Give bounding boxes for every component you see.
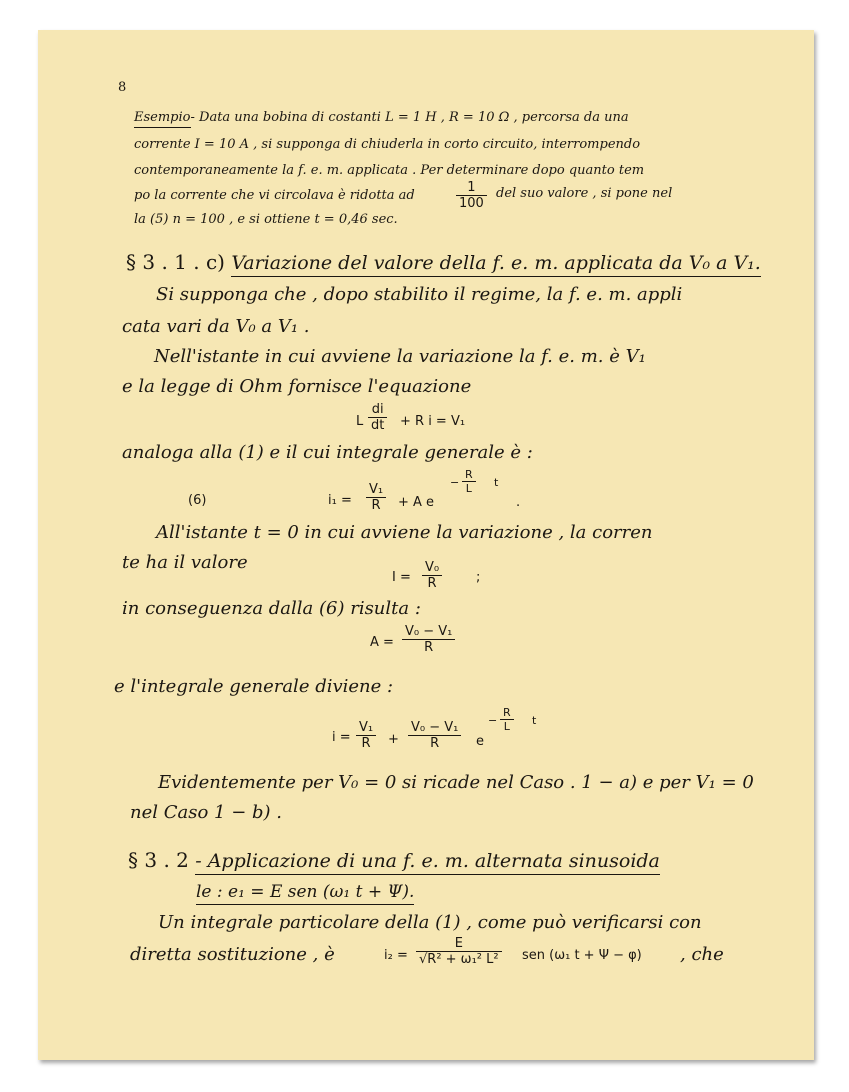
eq1-fraction	[368, 402, 387, 433]
section-32-heading	[128, 848, 660, 872]
s31c-p1-line2: cata vari da V₀ a V₁ .	[122, 316, 310, 337]
eqi-plus: +	[388, 732, 399, 747]
eq6-den: R	[371, 498, 381, 513]
eqi-f1-den: R	[361, 736, 371, 751]
example-line-2: corrente I = 10 A , si supponga di chiuderla in corto circuito, interrompendo	[134, 137, 641, 152]
example-fraction-den: 100	[459, 196, 484, 211]
section-31c-title: Variazione del valore della f. e. m. applicata da V₀ a V₁.	[231, 252, 761, 277]
eq6-label: (6)	[188, 493, 207, 508]
eqA-num: V₀ − V₁	[405, 624, 453, 639]
s31c-p7-line2: nel Caso 1 − b) .	[130, 802, 282, 823]
s32-p1-line2b: , che	[680, 944, 724, 965]
document-page	[38, 30, 814, 1060]
eqi-exp-minus: −	[488, 714, 498, 727]
eq32-den: √R² + ω₁² L²	[419, 952, 499, 967]
eqA-den: R	[424, 640, 434, 655]
eq6-lhs: i₁ =	[328, 493, 352, 508]
eqI-lhs: I =	[392, 570, 411, 585]
eq6-exp-den: L	[465, 482, 472, 495]
eq6-exp-fraction	[462, 468, 476, 495]
page-number: 8	[118, 80, 127, 95]
section-32-title-line2: le : e₁ = E sen (ω₁ t + Ψ).	[196, 878, 414, 902]
example-line-3: contemporaneamente la f. e. m. applicata . Per determinare dopo quanto tem	[134, 163, 645, 178]
s31c-p6: e l'integrale generale diviene :	[114, 676, 394, 697]
eq1-num: di	[371, 402, 384, 417]
eqI-den: R	[427, 576, 437, 591]
s32-p1-line2a: diretta sostituzione , è	[130, 944, 335, 965]
s31c-p4-line2: te ha il valore	[122, 552, 248, 573]
example-fraction-num: 1	[467, 180, 476, 195]
eqi-e: e	[476, 734, 484, 749]
eqi-lhs: i =	[332, 730, 351, 745]
s31c-p5: in conseguenza dalla (6) risulta :	[122, 598, 421, 619]
s31c-p7-line1: Evidentemente per V₀ = 0 si ricade nel Caso . 1 − a) e per V₁ = 0	[158, 772, 754, 793]
eq1-rest: + R i = V₁	[400, 414, 466, 429]
eqA-lhs: A =	[370, 635, 394, 650]
eqi-f1-num: V₁	[359, 720, 374, 735]
section-31c-number: § 3 . 1 . c)	[126, 250, 225, 274]
eq1-den: dt	[371, 418, 385, 433]
eq6-fraction	[366, 482, 386, 513]
eq6-end: .	[516, 495, 521, 510]
eqi-exp-den: L	[503, 720, 510, 733]
example-line-4a: po la corrente che vi circolava è ridotta ad	[134, 188, 415, 203]
s31c-p2-line2: e la legge di Ohm fornisce l'equazione	[122, 376, 472, 397]
example-line-1	[134, 110, 629, 125]
eq1-L: L	[356, 414, 364, 429]
s31c-p1-line1: Si supponga che , dopo stabilito il regime, la f. e. m. appli	[156, 284, 683, 305]
section-32-title-line1: - Applicazione di una f. e. m. alternata sinusoida	[195, 850, 660, 875]
eq6-exp-num: R	[465, 468, 473, 481]
s31c-p3: analoga alla (1) e il cui integrale generale è :	[122, 442, 533, 463]
example-line-4b: del suo valore , si pone nel	[496, 186, 673, 201]
example-fraction	[456, 180, 487, 211]
example-label: Esempio	[134, 110, 191, 128]
eqi-exp-fraction	[500, 706, 514, 733]
eqi-fraction-1	[356, 720, 376, 751]
eq6-num: V₁	[369, 482, 384, 497]
eqI-end: ;	[476, 570, 481, 585]
eqi-f2-den: R	[430, 736, 440, 751]
eq6-exp-t: t	[494, 476, 499, 489]
example-line-5: la (5) n = 100 , e si ottiene t = 0,46 sec.	[134, 212, 398, 227]
eq6-exp-minus: −	[450, 476, 460, 489]
eq32-fraction	[416, 936, 502, 967]
eqI-fraction	[422, 560, 442, 591]
eq32-rest: sen (ω₁ t + Ψ − φ)	[522, 948, 642, 963]
eqi-exp-num: R	[503, 706, 511, 719]
eqi-exp-t: t	[532, 714, 537, 727]
s31c-p4-line1: All'istante t = 0 in cui avviene la variazione , la corren	[156, 522, 653, 543]
s32-p1-line1: Un integrale particolare della (1) , come può verificarsi con	[158, 912, 702, 933]
eqi-fraction-2	[408, 720, 461, 751]
section-32-number: § 3 . 2	[128, 848, 189, 872]
s31c-p2-line1: Nell'istante in cui avviene la variazione la f. e. m. è V₁	[154, 346, 646, 367]
eqI-num: V₀	[425, 560, 440, 575]
section-31c-heading	[126, 250, 761, 274]
eq32-num: E	[454, 936, 463, 951]
eq32-lhs: i₂ =	[384, 948, 408, 963]
example-line-1-text: - Data una bobina di costanti L = 1 H , R = 10 Ω , percorsa da una	[190, 110, 629, 125]
eqi-f2-num: V₀ − V₁	[411, 720, 459, 735]
eqA-fraction	[402, 624, 455, 655]
eq6-mid: + A e	[398, 495, 435, 510]
